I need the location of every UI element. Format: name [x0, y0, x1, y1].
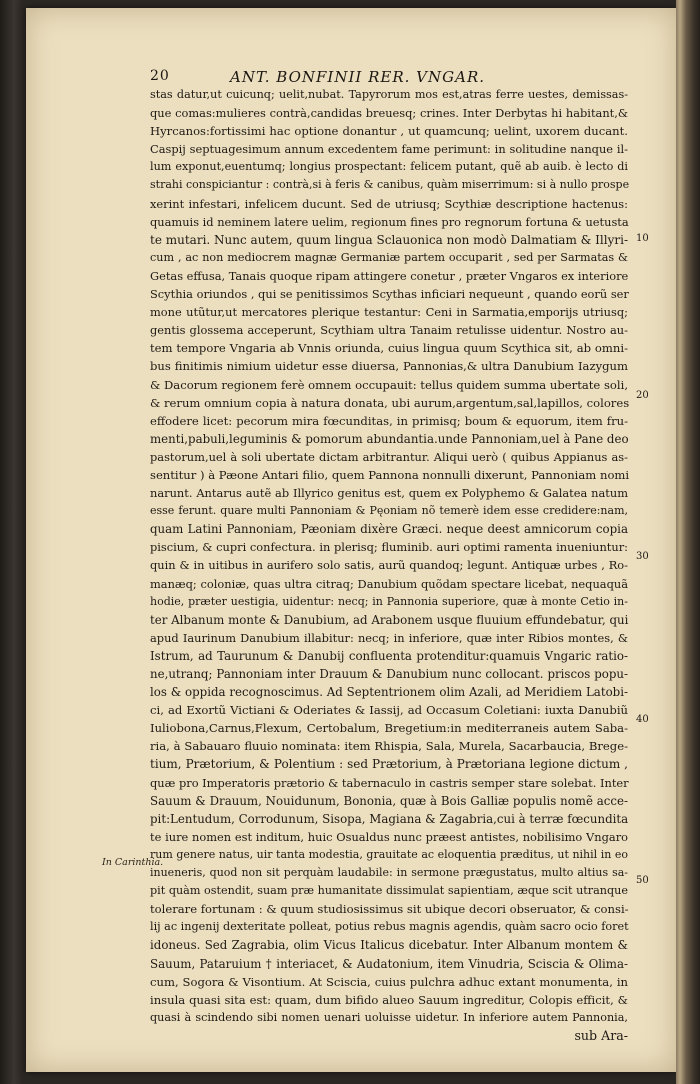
text-line: te mutari. Nunc autem, quum lingua Sclauonica non modò Dalmatiam & Illyri- — [150, 232, 628, 247]
running-title: ANT. BONFINII RER. VNGAR. — [230, 68, 486, 86]
text-line: sentitur ) à Pæone Antari filio, quem Pannona nonnulli dixerunt, Pannoniam nomi — [150, 467, 630, 482]
page-number: 20 — [150, 68, 170, 84]
text-line: Caspij septuagesimum annum excedentem fame perimunt: in solitudine nanque il- — [150, 142, 628, 157]
text-line: ter Albanum monte & Danubium, ad Arabonem usque fluuium effundebatur, qui — [150, 612, 629, 627]
text-line: tium, Prætorium, & Polentium : sed Prætorium, à Prætoriana legione dictum , — [150, 757, 628, 772]
text-line: narunt. Antarus autẽ ab Illyrico genitus est, quem ex Polyphemo & Galatea natum — [150, 486, 628, 501]
text-line: Getas effusa, Tanais quoque ripam attingere conetur , præter Vngaros ex interiore — [150, 268, 629, 283]
text-line: pit quàm ostendit, suam præ humanitate dissimulat sapientiam, æque scit utranque — [150, 884, 628, 898]
text-line: bus finitimis nimium uidetur esse diuersa, Pannonias,& ultra Danubium Iazygum — [150, 359, 628, 374]
text-line: los & oppida recognoscimus. Ad Septentrionem olim Azali, ad Meridiem Latobi- — [150, 685, 628, 700]
text-line: piscium, & cupri confectura. in plerisq; fluminib. auri optimi ramenta inueniuntur: — [150, 540, 628, 555]
text-line: ci, ad Exortũ Victiani & Oderiates & Iassij, ad Occasum Coletiani: iuxta Danubiũ — [150, 703, 628, 718]
text-line: & Dacorum regionem ferè omnem occupauit: tellus quidem summa ubertate soli, — [150, 377, 629, 392]
text-line: effodere licet: pecorum mira fœcunditas, in primisq; boum & equorum, item fru- — [150, 413, 628, 428]
text-line: cum , ac non mediocrem magnæ Germaniæ partem occuparit , sed per Sarmatas & — [150, 250, 628, 264]
text-line: quamuis id neminem latere uelim, regionum fines pro regnorum fortuna & uetusta — [150, 214, 629, 229]
text-line: que comas:mulieres contrà,candidas breuesq; crines. Inter Derbytas hi habitant,& — [150, 106, 628, 121]
line-number: 30 — [636, 551, 649, 562]
text-line: hodie, præter uestigia, uidentur: necq; in Pannonia superiore, quæ à monte Cetio in- — [150, 594, 628, 608]
text-line: Hyrcanos:fortissimi hac optione donantur , ut quamcunq; uelint, uxorem ducant. — [150, 124, 628, 139]
text-line: Sauum & Drauum, Nouidunum, Bononia, quæ à Bois Galliæ populis nomẽ acce- — [150, 793, 628, 808]
text-line: Scythia oriundos , qui se penitissimos Scythas inficiari nequeunt , quando eorũ ser — [150, 287, 629, 302]
text-line: esse ferunt. quare multi Pannoniam & Pęoniam nõ temerè idem esse credidere:nam, — [150, 504, 628, 518]
text-line: lum exponut,euentumq; longius prospectant: felicem putant, quẽ ab auib. è lecto di — [150, 160, 628, 174]
line-number: 20 — [636, 390, 649, 401]
text-line: xerint infestari, infelicem ducunt. Sed de utriusq; Scythiæ descriptione hactenus: — [150, 196, 628, 211]
text-line: apud Iaurinum Danubium illabitur: necq; in inferiore, quæ inter Ribios montes, & — [150, 630, 628, 645]
text-line: mone utũtur,ut mercatores plerique testantur: Ceni in Sarmatia,emporijs utriusq; — [150, 305, 628, 320]
text-line: quæ pro Imperatoris prætorio & tabernaculo in castris semper stare solebat. Inter — [150, 775, 629, 790]
text-line: insula quasi sita est: quam, dum bifido alueo Sauum ingreditur, Colopis efficit, & — [150, 992, 628, 1007]
text-line: pastorum,uel à soli ubertate dictam arbitrantur. Aliqui uerò ( quibus Appianus as- — [150, 449, 628, 464]
text-line: quin & in uitibus in aurifero solo satis, aurũ quandoq; legunt. Antiquæ urbes , Ro- — [150, 558, 628, 573]
text-line: menti,pabuli,leguminis & pomorum abundantia.unde Pannoniam,uel à Pane deo — [150, 431, 629, 446]
text-line: stas datur,ut cuicunq; uelit,nubat. Tapyrorum mos est,atras ferre uestes, demissas- — [150, 88, 628, 101]
text-line: Sauum, Pataruium † interiacet, & Audatonium, item Vinudria, Sciscia & Olima- — [150, 956, 628, 971]
book-gutter — [676, 0, 700, 1084]
line-number: 10 — [636, 233, 649, 244]
margin-note: In Carinthia. — [102, 857, 164, 868]
text-line: inueneris, quod non sit perquàm laudabile: in sermone prægustatus, multo altius sa- — [150, 866, 628, 880]
text-line: sub Ara- — [574, 1027, 628, 1043]
text-line: manæq; coloniæ, quas ultra citraq; Danubium quõdam spectare licebat, nequaquã — [150, 576, 628, 591]
text-line: Istrum, ad Taurunum & Danubij confluenta protenditur:quamuis Vngaric ratio- — [150, 648, 628, 663]
text-line: & rerum omnium copia à natura donata, ubi aurum,argentum,sal,lapillos, colores — [150, 395, 630, 410]
text-line: rum genere natus, uir tanta modestia, grauitate ac eloquentia præditus, ut nihil in eo — [150, 847, 628, 861]
text-line: lij ac ingenij dexteritate polleat, potius rebus magnis agendis, quàm sacro ocio foret — [150, 920, 629, 934]
text-line: gentis glossema acceperunt, Scythiam ultra Tanaim retulisse uidentur. Nostro au- — [150, 323, 628, 338]
text-line: idoneus. Sed Zagrabia, olim Vicus Italicus dicebatur. Inter Albanum montem & — [150, 938, 628, 953]
line-number: 40 — [636, 714, 649, 725]
text-line: pit:Lentudum, Corrodunum, Sisopa, Magiana & Zagabria,cui à terræ fœcundita — [150, 811, 629, 826]
text-line: tem tempore Vngaria ab Vnnis oriunda, cuius lingua quum Scythica sit, ab omni- — [150, 341, 628, 356]
text-line: quasi à scindendo sibi nomen uenari uoluisse uidetur. In inferiore autem Pannonia, — [150, 1010, 628, 1024]
text-line: strahi conspiciantur : contrà,si à feris & canibus, quàm miserrimum: si à nullo prospe — [150, 178, 630, 192]
text-line: Iuliobona,Carnus,Flexum, Certobalum, Bregetium:in mediterraneis autem Saba- — [150, 721, 628, 736]
line-number: 50 — [636, 875, 649, 886]
text-line: ne,utranq; Pannoniam inter Drauum & Danubium nunc collocant. priscos popu- — [150, 667, 628, 681]
text-line: cum, Sogora & Visontium. At Sciscia, cuius pulchra adhuc extant monumenta, in — [150, 974, 628, 989]
text-block — [150, 86, 628, 1045]
text-line: tolerare fortunam : & quum studiosissimus sit ubique decori obseruator, & consi- — [150, 902, 629, 917]
text-line: ria, à Sabauaro fluuio nominata: item Rhispia, Sala, Murela, Sacarbaucia, Brege- — [150, 739, 628, 754]
text-line: quam Latini Pannoniam, Pæoniam dixère Græci. neque deest amnicorum copia — [150, 522, 628, 537]
text-line: te iure nomen est inditum, huic Osualdus nunc præest antistes, nobilisimo Vngaro — [150, 829, 628, 844]
